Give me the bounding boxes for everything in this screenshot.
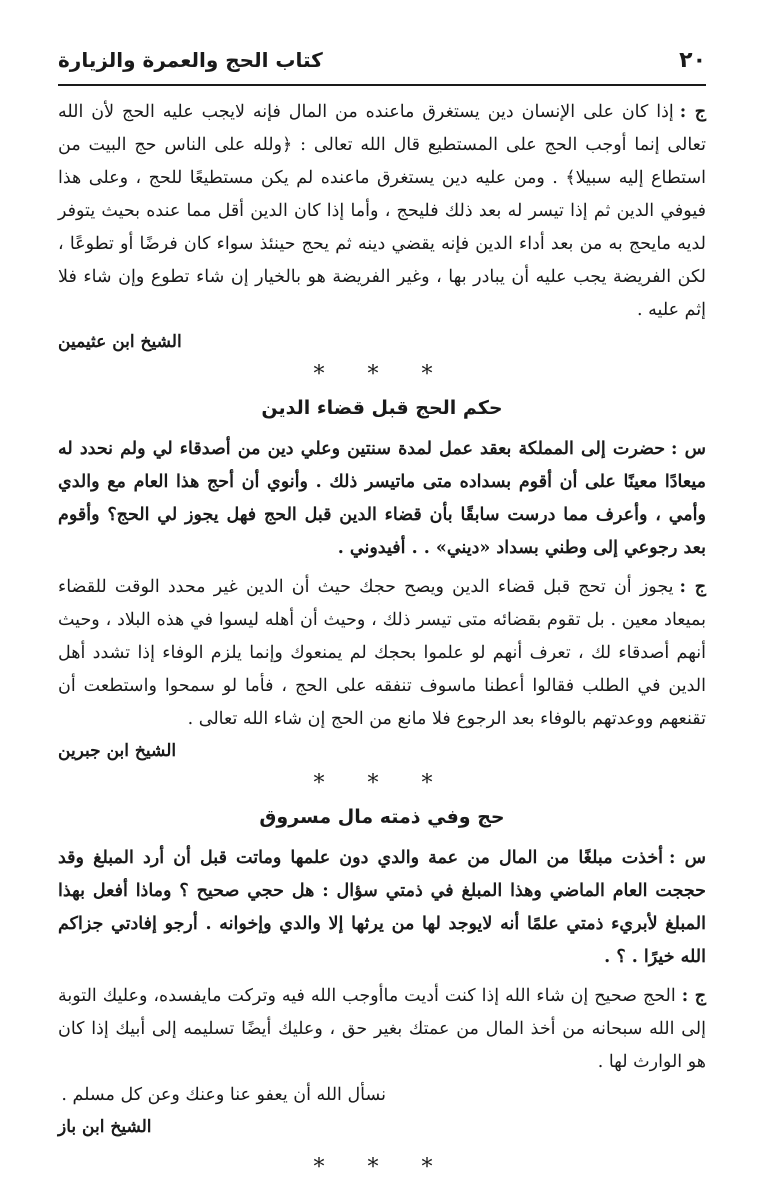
footer-separator: * * * (313, 1155, 451, 1180)
answer-prefix: ج : (679, 577, 706, 597)
section-title: حج وفي ذمته مال مسروق (259, 806, 505, 828)
question-prefix: س : (669, 848, 706, 868)
closing-prayer: نسأل الله أن يعفو عنا وعنك وعن كل مسلم . (61, 1085, 386, 1105)
page-content (58, 96, 706, 1184)
answer-prefix: ج : (681, 986, 706, 1006)
question-paragraph (58, 842, 706, 974)
answer-paragraph (58, 96, 706, 327)
signature: الشيخ ابن باز (58, 1117, 152, 1137)
header-divider (58, 84, 706, 86)
signature: الشيخ ابن عثيمين (58, 332, 182, 352)
answer-text: إذا كان على الإنسان دين يستغرق ماعنده من المال فإنه لايجب عليه الحج لأن الله تعالى إنما أوجب الحج على المستطيع قال الله تعالى : ﴿ولله على الناس حج البيت من استطاع إليه سبيلا﴾ . ومن عليه دين يستغرق ماعنده لم يكن مستطيعًا للحج ، وعلى هذا فيوفي الدين ثم إذا تيسر له بعد ذلك فليحج ، وأما إذا كان الدين أقل مما عنده بحيث يتوفر لديه مايحج به من بعد أداء الدين فإنه يقضي دينه ثم يحج حينئذ سواء كان فرضًا أو تطوعًا ، لكن الفريضة يجب عليه أن يبادر بها ، وغير الفريضة هو بالخيار إن شاء تطوع وإن شاء فلا إثم عليه . (58, 102, 706, 320)
answer-text: الحج صحيح إن شاء الله إذا كنت أديت ماأوجب الله فيه وتركت مايفسده، وعليك التوبة إلى الله سبحانه من أخذ المال من عمتك بغير حق ، وعليك أيضًا تسليمه إلى أبيك إذا كان هو الوارث لها . (58, 986, 706, 1072)
page-number: ٢٠ (679, 47, 706, 73)
question-paragraph (58, 433, 706, 565)
answer-paragraph (58, 980, 706, 1079)
page-header (58, 40, 706, 80)
question-prefix: س : (671, 439, 706, 459)
answer-prefix: ج : (679, 102, 706, 122)
section-separator: * * * (313, 362, 451, 387)
question-text: أخذت مبلغًا من المال من عمة والدي دون علمها وماتت قبل أن أرد المبلغ وقد حججت العام الماضي وهذا المبلغ في ذمتي سؤال : هل حجي صحيح ؟ وماذا أفعل بهذا المبلغ لأبريء ذمتي علمًا أنه لايوجد لها من يرثها إلا والدي وإخوانه . أرجو إفادتي جزاكم الله خيرًا . ؟ . (58, 848, 706, 967)
answer-paragraph (58, 571, 706, 736)
question-text: حضرت إلى المملكة بعقد عمل لمدة سنتين وعلي دين من أصدقاء لي ولم نحدد له ميعادًا معينًا على أن أقوم بسداده متى ماتيسر ذلك . وأنوي أن أحج هذا العام مع والدي وأمي ، وأعرف مما درست سابقًا بأن قضاء الدين قبل الحج فهل يجوز لي الحج؟ وأقوم بعد رجوعي إلى وطني بسداد «ديني» . . أفيدوني . (58, 439, 706, 558)
answer-text: يجوز أن تحج قبل قضاء الدين ويصح حجك حيث أن الدين غير محدد الوقت للقضاء بميعاد معين . بل تقوم بقضائه متى تيسر ذلك ، وحيث أن أهله ليسوا في هذه البلاد ، وحيث أنهم أصدقاء لك ، تعرف أنهم لو علموا بحجك لم يمنعوك وإنما يلزم الوفاء إذا تشدد أهل الدين في الطلب فقالوا أعطنا ماسوف تنفقه على الحج ، فأما لو سمحوا واستطعت أن تقنعهم ووعدتهم بالوفاء بعد الرجوع فلا مانع من الحج إن شاء الله تعالى . (58, 577, 706, 729)
section-title: حكم الحج قبل قضاء الدين (261, 397, 503, 419)
signature: الشيخ ابن جبرين (58, 741, 177, 761)
book-title: كتاب الحج والعمرة والزيارة (58, 48, 323, 72)
section-separator: * * * (313, 771, 451, 796)
